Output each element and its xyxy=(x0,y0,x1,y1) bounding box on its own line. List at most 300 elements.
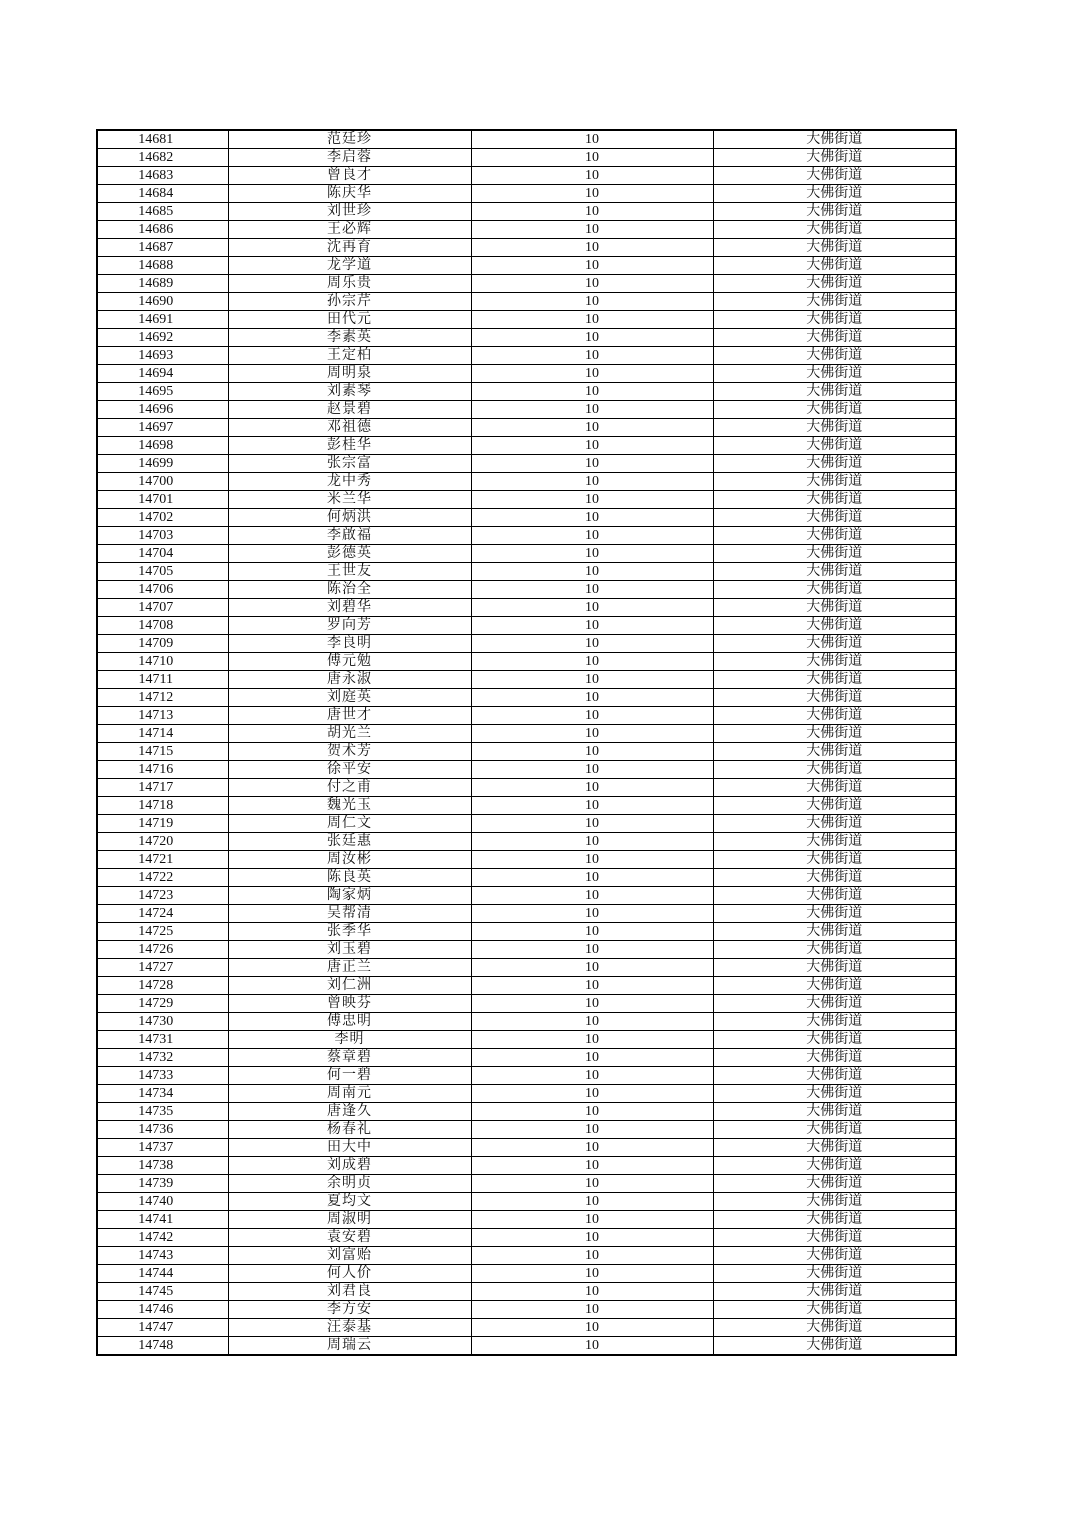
cell-id: 14691 xyxy=(97,311,228,329)
cell-id: 14734 xyxy=(97,1085,228,1103)
cell-id: 14681 xyxy=(97,130,228,149)
table-row xyxy=(97,671,956,689)
cell-id: 14683 xyxy=(97,167,228,185)
table-row xyxy=(97,167,956,185)
cell-name: 唐逢久 xyxy=(228,1103,471,1121)
cell-area: 大佛街道 xyxy=(713,491,956,509)
cell-area: 大佛街道 xyxy=(713,869,956,887)
cell-amount: 10 xyxy=(471,1301,713,1319)
cell-area: 大佛街道 xyxy=(713,1121,956,1139)
cell-name: 魏光玉 xyxy=(228,797,471,815)
cell-name: 李方安 xyxy=(228,1301,471,1319)
cell-name: 何炳洪 xyxy=(228,509,471,527)
cell-amount: 10 xyxy=(471,653,713,671)
table-row xyxy=(97,725,956,743)
cell-id: 14688 xyxy=(97,257,228,275)
cell-amount: 10 xyxy=(471,1049,713,1067)
cell-amount: 10 xyxy=(471,887,713,905)
cell-id: 14698 xyxy=(97,437,228,455)
cell-id: 14715 xyxy=(97,743,228,761)
cell-id: 14729 xyxy=(97,995,228,1013)
cell-name: 胡光兰 xyxy=(228,725,471,743)
cell-area: 大佛街道 xyxy=(713,329,956,347)
cell-name: 何人价 xyxy=(228,1265,471,1283)
cell-id: 14739 xyxy=(97,1175,228,1193)
cell-amount: 10 xyxy=(471,995,713,1013)
cell-amount: 10 xyxy=(471,1229,713,1247)
cell-amount: 10 xyxy=(471,185,713,203)
table-row xyxy=(97,455,956,473)
cell-id: 14722 xyxy=(97,869,228,887)
cell-area: 大佛街道 xyxy=(713,1175,956,1193)
cell-id: 14721 xyxy=(97,851,228,869)
cell-name: 付之甫 xyxy=(228,779,471,797)
table-row xyxy=(97,1229,956,1247)
table-body xyxy=(97,130,956,1355)
cell-area: 大佛街道 xyxy=(713,725,956,743)
cell-area: 大佛街道 xyxy=(713,707,956,725)
cell-id: 14703 xyxy=(97,527,228,545)
table-row xyxy=(97,995,956,1013)
cell-area: 大佛街道 xyxy=(713,581,956,599)
cell-amount: 10 xyxy=(471,581,713,599)
table-row xyxy=(97,581,956,599)
cell-id: 14720 xyxy=(97,833,228,851)
table-row xyxy=(97,239,956,257)
table-row xyxy=(97,851,956,869)
cell-area: 大佛街道 xyxy=(713,1103,956,1121)
cell-id: 14711 xyxy=(97,671,228,689)
table-row xyxy=(97,923,956,941)
table-row xyxy=(97,221,956,239)
cell-name: 陈良英 xyxy=(228,869,471,887)
table-row xyxy=(97,509,956,527)
cell-area: 大佛街道 xyxy=(713,1085,956,1103)
cell-amount: 10 xyxy=(471,311,713,329)
cell-id: 14697 xyxy=(97,419,228,437)
cell-name: 邓祖德 xyxy=(228,419,471,437)
cell-amount: 10 xyxy=(471,1193,713,1211)
cell-amount: 10 xyxy=(471,347,713,365)
cell-id: 14718 xyxy=(97,797,228,815)
cell-id: 14716 xyxy=(97,761,228,779)
cell-amount: 10 xyxy=(471,617,713,635)
cell-amount: 10 xyxy=(471,1103,713,1121)
cell-name: 张廷惠 xyxy=(228,833,471,851)
table-row xyxy=(97,1301,956,1319)
cell-amount: 10 xyxy=(471,473,713,491)
cell-amount: 10 xyxy=(471,455,713,473)
table-row xyxy=(97,707,956,725)
cell-name: 李启蓉 xyxy=(228,149,471,167)
cell-area: 大佛街道 xyxy=(713,365,956,383)
cell-name: 李明 xyxy=(228,1031,471,1049)
cell-amount: 10 xyxy=(471,437,713,455)
cell-id: 14712 xyxy=(97,689,228,707)
cell-amount: 10 xyxy=(471,1085,713,1103)
cell-id: 14740 xyxy=(97,1193,228,1211)
cell-amount: 10 xyxy=(471,1175,713,1193)
cell-amount: 10 xyxy=(471,365,713,383)
cell-area: 大佛街道 xyxy=(713,419,956,437)
cell-area: 大佛街道 xyxy=(713,1013,956,1031)
cell-name: 周仁文 xyxy=(228,815,471,833)
table-row xyxy=(97,869,956,887)
table-row xyxy=(97,473,956,491)
cell-amount: 10 xyxy=(471,671,713,689)
table-row xyxy=(97,779,956,797)
cell-area: 大佛街道 xyxy=(713,455,956,473)
cell-id: 14741 xyxy=(97,1211,228,1229)
cell-area: 大佛街道 xyxy=(713,797,956,815)
cell-area: 大佛街道 xyxy=(713,1193,956,1211)
cell-id: 14689 xyxy=(97,275,228,293)
table-row xyxy=(97,437,956,455)
table-row xyxy=(97,1031,956,1049)
cell-amount: 10 xyxy=(471,1013,713,1031)
cell-amount: 10 xyxy=(471,293,713,311)
cell-amount: 10 xyxy=(471,1247,713,1265)
cell-id: 14709 xyxy=(97,635,228,653)
cell-name: 范廷珍 xyxy=(228,130,471,149)
cell-name: 曾良才 xyxy=(228,167,471,185)
cell-id: 14724 xyxy=(97,905,228,923)
cell-id: 14692 xyxy=(97,329,228,347)
cell-area: 大佛街道 xyxy=(713,473,956,491)
cell-area: 大佛街道 xyxy=(713,671,956,689)
cell-id: 14708 xyxy=(97,617,228,635)
cell-area: 大佛街道 xyxy=(713,995,956,1013)
cell-area: 大佛街道 xyxy=(713,959,956,977)
cell-id: 14742 xyxy=(97,1229,228,1247)
table-row xyxy=(97,419,956,437)
cell-amount: 10 xyxy=(471,761,713,779)
cell-amount: 10 xyxy=(471,941,713,959)
cell-id: 14704 xyxy=(97,545,228,563)
cell-area: 大佛街道 xyxy=(713,383,956,401)
cell-amount: 10 xyxy=(471,1283,713,1301)
cell-amount: 10 xyxy=(471,869,713,887)
cell-id: 14747 xyxy=(97,1319,228,1337)
cell-id: 14725 xyxy=(97,923,228,941)
table-row xyxy=(97,1067,956,1085)
cell-name: 彭德英 xyxy=(228,545,471,563)
cell-name: 余明贞 xyxy=(228,1175,471,1193)
table-row xyxy=(97,1157,956,1175)
cell-id: 14695 xyxy=(97,383,228,401)
cell-area: 大佛街道 xyxy=(713,293,956,311)
cell-name: 彭桂华 xyxy=(228,437,471,455)
cell-name: 刘碧华 xyxy=(228,599,471,617)
cell-id: 14713 xyxy=(97,707,228,725)
cell-id: 14687 xyxy=(97,239,228,257)
cell-amount: 10 xyxy=(471,833,713,851)
cell-amount: 10 xyxy=(471,275,713,293)
table-row xyxy=(97,383,956,401)
cell-area: 大佛街道 xyxy=(713,185,956,203)
cell-area: 大佛街道 xyxy=(713,977,956,995)
cell-id: 14738 xyxy=(97,1157,228,1175)
cell-amount: 10 xyxy=(471,1319,713,1337)
cell-name: 李啟福 xyxy=(228,527,471,545)
cell-area: 大佛街道 xyxy=(713,923,956,941)
cell-name: 刘仁洲 xyxy=(228,977,471,995)
cell-amount: 10 xyxy=(471,635,713,653)
cell-name: 陈庆华 xyxy=(228,185,471,203)
cell-name: 夏均文 xyxy=(228,1193,471,1211)
cell-amount: 10 xyxy=(471,257,713,275)
table-row xyxy=(97,1175,956,1193)
table-row xyxy=(97,1193,956,1211)
cell-name: 刘成碧 xyxy=(228,1157,471,1175)
cell-name: 张宗富 xyxy=(228,455,471,473)
cell-id: 14700 xyxy=(97,473,228,491)
table-row xyxy=(97,545,956,563)
data-table xyxy=(96,129,957,1356)
cell-amount: 10 xyxy=(471,383,713,401)
cell-amount: 10 xyxy=(471,203,713,221)
table-row xyxy=(97,1247,956,1265)
cell-name: 王必辉 xyxy=(228,221,471,239)
cell-amount: 10 xyxy=(471,545,713,563)
cell-amount: 10 xyxy=(471,1031,713,1049)
cell-name: 唐正兰 xyxy=(228,959,471,977)
table-row xyxy=(97,491,956,509)
cell-amount: 10 xyxy=(471,923,713,941)
cell-name: 杨春礼 xyxy=(228,1121,471,1139)
cell-name: 刘庭英 xyxy=(228,689,471,707)
cell-amount: 10 xyxy=(471,797,713,815)
cell-name: 周瑞云 xyxy=(228,1337,471,1356)
cell-amount: 10 xyxy=(471,815,713,833)
cell-name: 周明泉 xyxy=(228,365,471,383)
cell-area: 大佛街道 xyxy=(713,1319,956,1337)
cell-id: 14690 xyxy=(97,293,228,311)
cell-area: 大佛街道 xyxy=(713,1247,956,1265)
cell-area: 大佛街道 xyxy=(713,545,956,563)
cell-name: 唐永淑 xyxy=(228,671,471,689)
cell-area: 大佛街道 xyxy=(713,437,956,455)
cell-amount: 10 xyxy=(471,689,713,707)
cell-id: 14702 xyxy=(97,509,228,527)
cell-id: 14732 xyxy=(97,1049,228,1067)
cell-name: 曾映芬 xyxy=(228,995,471,1013)
cell-amount: 10 xyxy=(471,1121,713,1139)
table-row xyxy=(97,347,956,365)
cell-name: 周乐贵 xyxy=(228,275,471,293)
cell-amount: 10 xyxy=(471,130,713,149)
cell-id: 14731 xyxy=(97,1031,228,1049)
cell-amount: 10 xyxy=(471,707,713,725)
cell-id: 14707 xyxy=(97,599,228,617)
cell-amount: 10 xyxy=(471,509,713,527)
cell-id: 14706 xyxy=(97,581,228,599)
table-row xyxy=(97,257,956,275)
cell-area: 大佛街道 xyxy=(713,1337,956,1356)
cell-id: 14682 xyxy=(97,149,228,167)
table-row xyxy=(97,797,956,815)
cell-id: 14705 xyxy=(97,563,228,581)
cell-area: 大佛街道 xyxy=(713,311,956,329)
cell-area: 大佛街道 xyxy=(713,239,956,257)
cell-area: 大佛街道 xyxy=(713,617,956,635)
cell-id: 14736 xyxy=(97,1121,228,1139)
cell-id: 14737 xyxy=(97,1139,228,1157)
cell-area: 大佛街道 xyxy=(713,563,956,581)
table-row xyxy=(97,635,956,653)
table-row xyxy=(97,293,956,311)
cell-area: 大佛街道 xyxy=(713,815,956,833)
cell-id: 14733 xyxy=(97,1067,228,1085)
table-row xyxy=(97,149,956,167)
cell-name: 罗向芳 xyxy=(228,617,471,635)
cell-amount: 10 xyxy=(471,959,713,977)
cell-id: 14684 xyxy=(97,185,228,203)
cell-id: 14696 xyxy=(97,401,228,419)
table-row xyxy=(97,1085,956,1103)
cell-name: 周汝彬 xyxy=(228,851,471,869)
cell-amount: 10 xyxy=(471,1067,713,1085)
cell-name: 傅忠明 xyxy=(228,1013,471,1031)
table-row xyxy=(97,959,956,977)
cell-name: 蔡章碧 xyxy=(228,1049,471,1067)
cell-area: 大佛街道 xyxy=(713,653,956,671)
cell-area: 大佛街道 xyxy=(713,221,956,239)
cell-area: 大佛街道 xyxy=(713,1157,956,1175)
cell-id: 14723 xyxy=(97,887,228,905)
cell-amount: 10 xyxy=(471,1211,713,1229)
table-row xyxy=(97,653,956,671)
cell-name: 吴帮清 xyxy=(228,905,471,923)
cell-area: 大佛街道 xyxy=(713,1049,956,1067)
cell-area: 大佛街道 xyxy=(713,887,956,905)
cell-area: 大佛街道 xyxy=(713,509,956,527)
cell-name: 傅元勉 xyxy=(228,653,471,671)
table-row xyxy=(97,203,956,221)
cell-name: 刘君良 xyxy=(228,1283,471,1301)
cell-name: 李素英 xyxy=(228,329,471,347)
cell-id: 14745 xyxy=(97,1283,228,1301)
cell-id: 14726 xyxy=(97,941,228,959)
cell-area: 大佛街道 xyxy=(713,905,956,923)
table-row xyxy=(97,1049,956,1067)
cell-area: 大佛街道 xyxy=(713,1139,956,1157)
table-row xyxy=(97,599,956,617)
cell-name: 贺术芳 xyxy=(228,743,471,761)
cell-name: 刘富贻 xyxy=(228,1247,471,1265)
cell-name: 周南元 xyxy=(228,1085,471,1103)
cell-id: 14719 xyxy=(97,815,228,833)
cell-amount: 10 xyxy=(471,1337,713,1356)
table-row xyxy=(97,1211,956,1229)
cell-area: 大佛街道 xyxy=(713,275,956,293)
cell-area: 大佛街道 xyxy=(713,833,956,851)
cell-id: 14748 xyxy=(97,1337,228,1356)
cell-name: 米兰华 xyxy=(228,491,471,509)
cell-amount: 10 xyxy=(471,419,713,437)
cell-id: 14730 xyxy=(97,1013,228,1031)
cell-amount: 10 xyxy=(471,401,713,419)
cell-amount: 10 xyxy=(471,977,713,995)
cell-name: 王定柏 xyxy=(228,347,471,365)
table-row xyxy=(97,887,956,905)
table-row xyxy=(97,977,956,995)
table-row xyxy=(97,761,956,779)
cell-name: 刘素琴 xyxy=(228,383,471,401)
cell-area: 大佛街道 xyxy=(713,941,956,959)
cell-area: 大佛街道 xyxy=(713,599,956,617)
cell-area: 大佛街道 xyxy=(713,527,956,545)
table-row xyxy=(97,1283,956,1301)
cell-amount: 10 xyxy=(471,851,713,869)
table-row xyxy=(97,1103,956,1121)
cell-id: 14714 xyxy=(97,725,228,743)
cell-name: 陈治全 xyxy=(228,581,471,599)
table-row xyxy=(97,905,956,923)
cell-amount: 10 xyxy=(471,221,713,239)
cell-amount: 10 xyxy=(471,329,713,347)
table-row xyxy=(97,1139,956,1157)
cell-amount: 10 xyxy=(471,239,713,257)
cell-name: 唐世才 xyxy=(228,707,471,725)
cell-name: 陶家炳 xyxy=(228,887,471,905)
cell-area: 大佛街道 xyxy=(713,1301,956,1319)
cell-amount: 10 xyxy=(471,779,713,797)
cell-name: 袁安碧 xyxy=(228,1229,471,1247)
cell-id: 14699 xyxy=(97,455,228,473)
cell-amount: 10 xyxy=(471,1157,713,1175)
cell-area: 大佛街道 xyxy=(713,130,956,149)
cell-id: 14735 xyxy=(97,1103,228,1121)
table-row xyxy=(97,1013,956,1031)
cell-area: 大佛街道 xyxy=(713,1211,956,1229)
table-row xyxy=(97,365,956,383)
table-row xyxy=(97,1265,956,1283)
cell-area: 大佛街道 xyxy=(713,401,956,419)
cell-area: 大佛街道 xyxy=(713,1283,956,1301)
cell-area: 大佛街道 xyxy=(713,779,956,797)
cell-area: 大佛街道 xyxy=(713,851,956,869)
cell-id: 14728 xyxy=(97,977,228,995)
table-row xyxy=(97,689,956,707)
cell-amount: 10 xyxy=(471,563,713,581)
table-row xyxy=(97,815,956,833)
cell-name: 龙学道 xyxy=(228,257,471,275)
cell-area: 大佛街道 xyxy=(713,743,956,761)
cell-area: 大佛街道 xyxy=(713,1067,956,1085)
cell-name: 汪泰基 xyxy=(228,1319,471,1337)
cell-area: 大佛街道 xyxy=(713,689,956,707)
cell-name: 张季华 xyxy=(228,923,471,941)
cell-id: 14701 xyxy=(97,491,228,509)
cell-name: 徐平安 xyxy=(228,761,471,779)
cell-area: 大佛街道 xyxy=(713,1265,956,1283)
cell-id: 14717 xyxy=(97,779,228,797)
table-row xyxy=(97,185,956,203)
table-row xyxy=(97,1319,956,1337)
cell-name: 李良明 xyxy=(228,635,471,653)
table-row xyxy=(97,617,956,635)
cell-amount: 10 xyxy=(471,527,713,545)
cell-name: 刘世珍 xyxy=(228,203,471,221)
cell-id: 14710 xyxy=(97,653,228,671)
cell-name: 刘玉碧 xyxy=(228,941,471,959)
cell-amount: 10 xyxy=(471,743,713,761)
cell-amount: 10 xyxy=(471,599,713,617)
cell-id: 14746 xyxy=(97,1301,228,1319)
table-row xyxy=(97,1121,956,1139)
table-row xyxy=(97,329,956,347)
